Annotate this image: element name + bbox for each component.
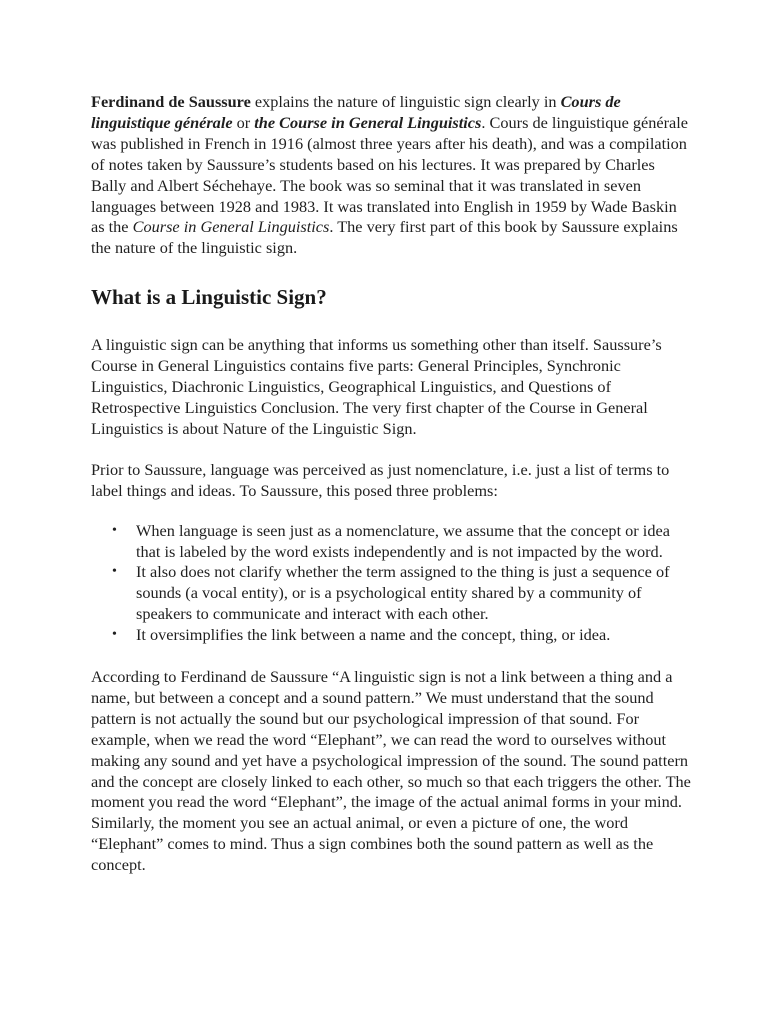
list-item-text: When language is seen just as a nomenclature, we assume that the concept or idea that is labeled by the word exists independently and is not impacted by the word. <box>136 520 670 561</box>
intro-text-1: explains the nature of linguistic sign clearly in <box>250 92 561 111</box>
book-title-french: Cours de linguistique générale <box>91 92 621 132</box>
book-title-english: the Course in General Linguistics <box>254 112 482 132</box>
definition-paragraph: A linguistic sign can be anything that informs us something other than itself. Saussure’s Course in General Linguistics contains five parts: General Principles, Synchronic Linguistics, Diachronic Linguistics, Geographical Linguistics, and Questions of Retrospective Linguistics Conclusion. The very first chapter of the Course in General Linguistics is about Nature of the Linguistic Sign. <box>91 335 662 438</box>
list-item-text: It also does not clarify whether the term assigned to the thing is just a sequence of sounds (a vocal entity), or is a psychological entity shared by a community of speakers to communicate and interact with each other. <box>136 562 670 624</box>
author-name: Ferdinand de Saussure <box>91 92 251 111</box>
problems-intro-paragraph: Prior to Saussure, language was perceived as just nomenclature, i.e. just a list of terms to label things and ideas. To Saussure, this posed three problems: <box>91 459 670 500</box>
intro-text-2: . Cours de linguistique générale was published in French in 1916 (almost three years after his death), and was a compilation of notes taken by Saussure’s students based on his lectures. It was prepared by Charles Bally and Albert Séchehaye. The book was so seminal that it was translated in seven languages between 1928 and 1983. It was translated into English in 1959 by Wade Baskin as the <box>91 112 688 237</box>
list-item-text: It oversimplifies the link between a name and the concept, thing, or idea. <box>136 625 611 645</box>
bullet-icon: • <box>112 522 117 538</box>
list-item <box>112 520 691 563</box>
intro-text-3: . The very first part of this book by Saussure explains the nature of the linguistic sign. <box>91 217 678 258</box>
intro-or: or <box>232 112 255 132</box>
list-item <box>112 625 691 646</box>
bullet-icon: • <box>112 564 117 580</box>
saussure-quote-paragraph: According to Ferdinand de Saussure “A linguistic sign is not a link between a thing and a name, but between a concept and a sound pattern.” We must understand that the sound pattern is not actually the sound but our psychological impression of that sound. For example, when we read the word “Elephant”, we can read the word to ourselves without making any sound and yet have a psychological impression of the sound. The sound pattern and the concept are closely linked to each other, so much so that each triggers the other. The moment you read the word “Elephant”, the image of the actual animal forms in your mind. Similarly, the moment you see an actual animal, or even a picture of one, the word “Elephant” comes to mind. Thus a sign combines both the sound pattern as well as the concept. <box>91 667 691 875</box>
document-page <box>91 92 691 876</box>
list-item <box>112 562 691 625</box>
bullet-icon: • <box>112 627 117 643</box>
problems-list <box>91 521 691 646</box>
book-title-italic: Course in General Linguistics <box>132 217 330 237</box>
intro-paragraph <box>91 92 691 259</box>
section-heading: What is a Linguistic Sign? <box>91 285 327 310</box>
